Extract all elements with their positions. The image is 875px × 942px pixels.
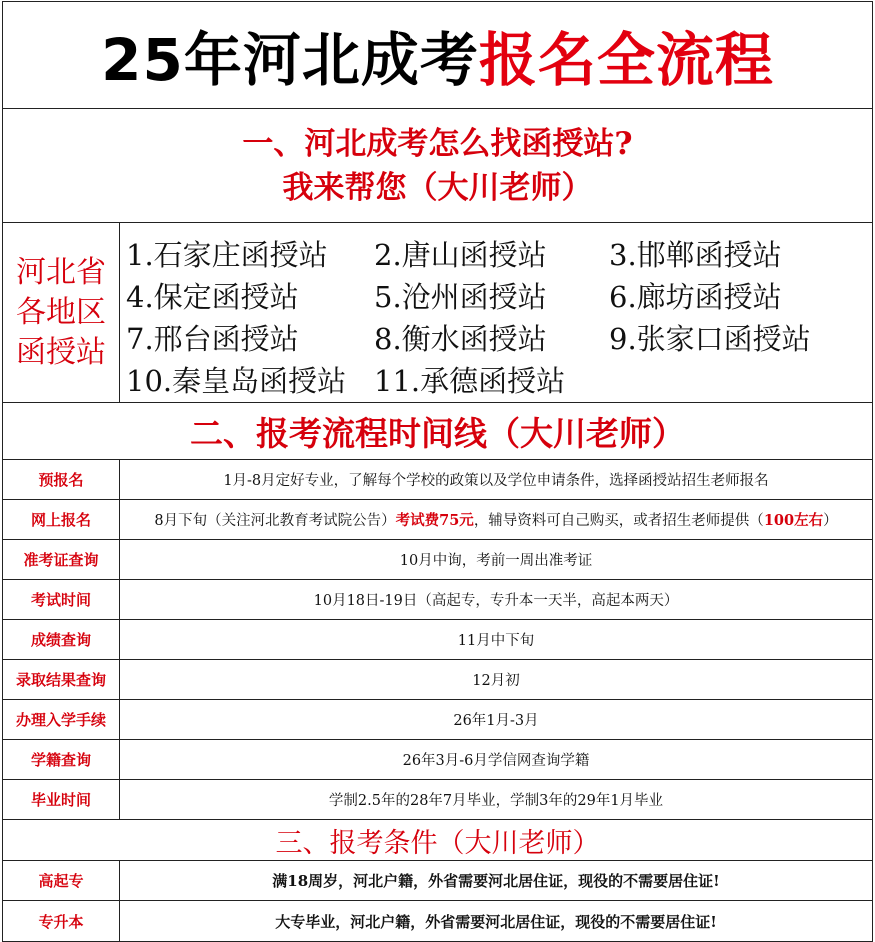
timeline-label: 办理入学手续 bbox=[3, 700, 120, 739]
timeline-value-text: ） bbox=[823, 513, 838, 529]
timeline-label: 考试时间 bbox=[3, 580, 120, 619]
exam-fee-highlight: 考试费75元 bbox=[395, 512, 474, 529]
timeline-value: 26年1月-3月 bbox=[453, 713, 539, 729]
station-item: 11.承德函授站 bbox=[374, 364, 566, 398]
timeline-row bbox=[3, 460, 872, 500]
section1-heading bbox=[3, 109, 872, 223]
condition-label: 高起专 bbox=[3, 861, 120, 900]
timeline-label: 录取结果查询 bbox=[3, 660, 120, 699]
timeline-value bbox=[120, 500, 872, 539]
title-part-red: 报名全流程 bbox=[478, 26, 774, 94]
timeline-label: 学籍查询 bbox=[3, 740, 120, 779]
timeline-label: 网上报名 bbox=[3, 500, 120, 539]
section2-heading: 二、报考流程时间线（大川老师） bbox=[3, 403, 872, 460]
timeline-value: 1月-8月定好专业，了解每个学校的政策以及学位申请条件，选择函授站招生老师报名 bbox=[223, 473, 769, 489]
timeline-value-text: 8月下旬（关注河北教育考试院公告） bbox=[154, 513, 396, 529]
timeline-row bbox=[3, 700, 872, 740]
timeline-value-text: ，辅导资料可自己购买，或者招生老师提供（ bbox=[473, 513, 764, 529]
condition-row bbox=[3, 901, 872, 941]
region-label bbox=[3, 223, 120, 402]
region-label-line: 各地区 bbox=[16, 294, 106, 330]
station-item: 3.邯郸函授站 bbox=[609, 238, 782, 272]
timeline-value: 11月中下旬 bbox=[457, 633, 535, 649]
station-item: 1.石家庄函授站 bbox=[126, 238, 328, 272]
stations-grid bbox=[120, 223, 872, 402]
condition-value: 满18周岁，河北户籍，外省需要河北居住证，现役的不需要居住证! bbox=[272, 872, 720, 890]
timeline-value: 12月初 bbox=[472, 673, 520, 689]
section1-heading-line2: 我来帮您（大川老师） bbox=[282, 169, 593, 206]
timeline-label: 成绩查询 bbox=[3, 620, 120, 659]
timeline-row bbox=[3, 660, 872, 700]
timeline-row bbox=[3, 780, 872, 820]
page-title bbox=[3, 2, 872, 109]
station-item: 9.张家口函授站 bbox=[609, 322, 811, 356]
station-item: 5.沧州函授站 bbox=[374, 280, 547, 314]
station-item: 6.廊坊函授站 bbox=[609, 280, 782, 314]
section3-heading: 三、报考条件（大川老师） bbox=[3, 820, 872, 861]
condition-value: 大专毕业，河北户籍，外省需要河北居住证，现役的不需要居住证! bbox=[275, 912, 717, 931]
stations-block bbox=[3, 223, 872, 403]
timeline-value: 26年3月-6月学信网查询学籍 bbox=[402, 753, 590, 769]
timeline-label: 毕业时间 bbox=[3, 780, 120, 819]
station-item: 10.秦皇岛函授站 bbox=[126, 364, 347, 398]
section1-heading-line1: 一、河北成考怎么找函授站? bbox=[242, 125, 633, 162]
station-item: 8.衡水函授站 bbox=[374, 322, 547, 356]
timeline-row bbox=[3, 740, 872, 780]
timeline-row bbox=[3, 500, 872, 540]
station-item: 4.保定函授站 bbox=[126, 280, 299, 314]
condition-row bbox=[3, 861, 872, 901]
station-item: 7.邢台函授站 bbox=[126, 322, 299, 356]
station-item: 2.唐山函授站 bbox=[374, 238, 547, 272]
enrollment-sheet bbox=[2, 1, 873, 942]
timeline-row bbox=[3, 620, 872, 660]
material-cost-highlight: 100左右 bbox=[763, 512, 824, 529]
title-part-black: 25年河北成考 bbox=[101, 26, 479, 94]
timeline-label: 预报名 bbox=[3, 460, 120, 499]
condition-label: 专升本 bbox=[3, 901, 120, 941]
region-label-line: 函授站 bbox=[16, 334, 106, 370]
timeline-row bbox=[3, 580, 872, 620]
timeline-row bbox=[3, 540, 872, 580]
timeline-value: 学制2.5年的28年7月毕业，学制3年的29年1月毕业 bbox=[328, 793, 664, 809]
timeline-value: 10月18日-19日（高起专，专升本一天半，高起本两天） bbox=[313, 593, 679, 609]
timeline-label: 准考证查询 bbox=[3, 540, 120, 579]
timeline-value: 10月中询，考前一周出准考证 bbox=[399, 553, 593, 569]
region-label-line: 河北省 bbox=[16, 254, 106, 290]
